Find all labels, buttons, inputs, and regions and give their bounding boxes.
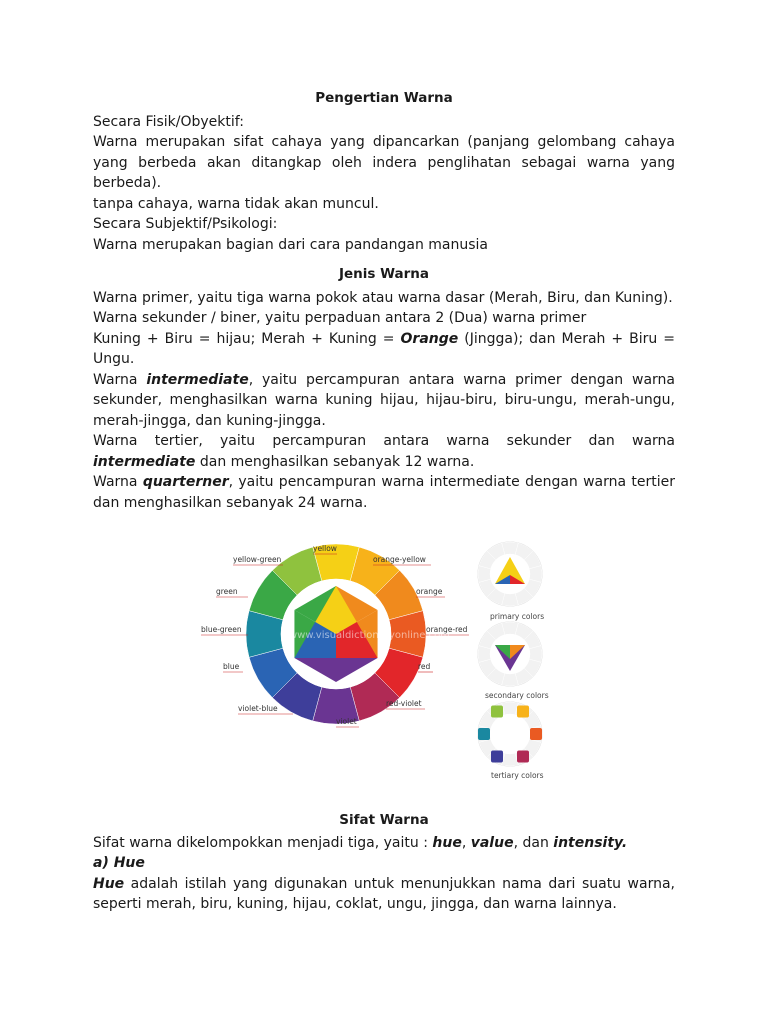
label-violet-blue: violet-blue <box>238 704 278 713</box>
quart-text-b: , yaitu pencampuran warna intermediate dengan warna tertier dan menghasilkan sebanyak 24 warna. <box>93 474 675 511</box>
sifat-dan: , dan <box>513 834 554 851</box>
primer-paragraph: Warna primer, yaitu tiga warna pokok atau warna dasar (Merah, Biru, dan Kuning). <box>93 289 673 306</box>
fisik-heading: Secara Fisik/Obyektif: <box>93 113 244 130</box>
inter-text-b: , yaitu percampuran antara warna primer dengan warna sekunder, menghasilkan warna kuning hijau, hijau-biru, biru-ungu, merah-ungu, merah-jingga, dan kuning-jingga. <box>93 371 675 429</box>
label-yellow: yellow <box>313 544 337 553</box>
sifat-intro <box>93 833 675 854</box>
mix-paragraph <box>93 329 675 370</box>
label-orange-yellow: orange-yellow <box>373 555 426 564</box>
quart-text-a: Warna <box>93 474 143 490</box>
quarterner-paragraph <box>93 472 675 513</box>
watermark: www.visualdictionaryonline.com <box>289 630 450 641</box>
mini-tertiary-swatch <box>491 705 503 717</box>
sifat-intro-a: Sifat warna dikelompokkan menjadi tiga, yaitu : <box>93 834 433 851</box>
tertier-text-b: dan menghasilkan sebanyak 12 warna. <box>195 453 475 470</box>
intermediate-paragraph <box>93 370 675 432</box>
mix-text-a: Kuning + Biru = hijau; Merah + Kuning = <box>93 330 401 347</box>
label-violet: violet <box>336 717 357 726</box>
label-red: red <box>418 662 431 671</box>
mini-tertiary-swatch <box>478 728 490 740</box>
secondary-caption: secondary colors <box>485 691 549 700</box>
label-yellow-green: yellow-green <box>233 555 282 564</box>
sekunder-paragraph: Warna sekunder / biner, yaitu perpaduan antara 2 (Dua) warna primer <box>93 310 587 326</box>
tertiary-caption: tertiary colors <box>491 771 544 780</box>
section-title-jenis: Jenis Warna <box>338 266 430 282</box>
color-wheel-figure <box>93 534 675 796</box>
value-term: value <box>470 834 514 851</box>
mini-tertiary-swatch <box>530 728 542 740</box>
label-orange: orange <box>416 587 443 596</box>
label-green: green <box>216 587 238 596</box>
mini-tertiary-swatch <box>491 751 503 763</box>
secondary-colors-diagram <box>478 622 542 686</box>
subjektif-paragraph: Warna merupakan bagian dari cara pandangan manusia <box>93 236 489 253</box>
primary-caption: primary colors <box>490 612 545 621</box>
intensity-term: intensity. <box>553 834 628 851</box>
label-blue: blue <box>223 662 240 671</box>
tertier-paragraph <box>93 431 675 472</box>
section-title-sifat: Sifat Warna <box>339 812 429 828</box>
label-blue-green: blue-green <box>201 625 242 634</box>
hue-paragraph <box>93 874 675 915</box>
mini-tertiary-swatch <box>517 751 529 763</box>
fisik-paragraph: Warna merupakan sifat cahaya yang dipancarkan (panjang gelombang cahaya yang berbeda akan ditangkap oleh indera penglihatan sebagai warna yang berbeda). <box>93 134 675 191</box>
subjektif-heading: Secara Subjektif/Psikologi: <box>93 216 278 232</box>
hue-heading: a) Hue <box>93 855 145 871</box>
section-title-pengertian: Pengertian Warna <box>315 90 453 106</box>
quarterner-term: quarterner <box>142 474 229 490</box>
document-page <box>93 86 675 915</box>
hue-text: adalah istilah yang digunakan untuk menunjukkan nama dari suatu warna, seperti merah, biru, kuning, hijau, coklat, ungu, jingga, dan warna lainnya. <box>93 875 675 912</box>
tertier-intermediate-term: intermediate <box>93 453 196 470</box>
primary-colors-diagram <box>478 542 542 606</box>
label-red-violet: red-violet <box>386 699 422 708</box>
label-orange-red: orange-red <box>426 625 468 634</box>
hue-term: hue <box>432 834 462 851</box>
color-wheel-svg <box>93 534 675 796</box>
tanpa-paragraph: tanpa cahaya, warna tidak akan muncul. <box>93 195 379 212</box>
mix-text-b: (Jingga); dan Merah + Biru = Ungu. <box>93 330 675 367</box>
mini-inner <box>490 714 530 754</box>
mini-tertiary-swatch <box>517 705 529 717</box>
sifat-sep: , <box>461 834 471 851</box>
inter-text-a: Warna <box>93 371 147 388</box>
intermediate-term: intermediate <box>146 371 249 388</box>
tertier-text-a: Warna tertier, yaitu percampuran antara warna sekunder dan warna <box>93 433 675 449</box>
orange-term: Orange <box>400 330 459 347</box>
hue-word: Hue <box>93 875 125 892</box>
tertiary-colors-diagram <box>478 702 542 766</box>
